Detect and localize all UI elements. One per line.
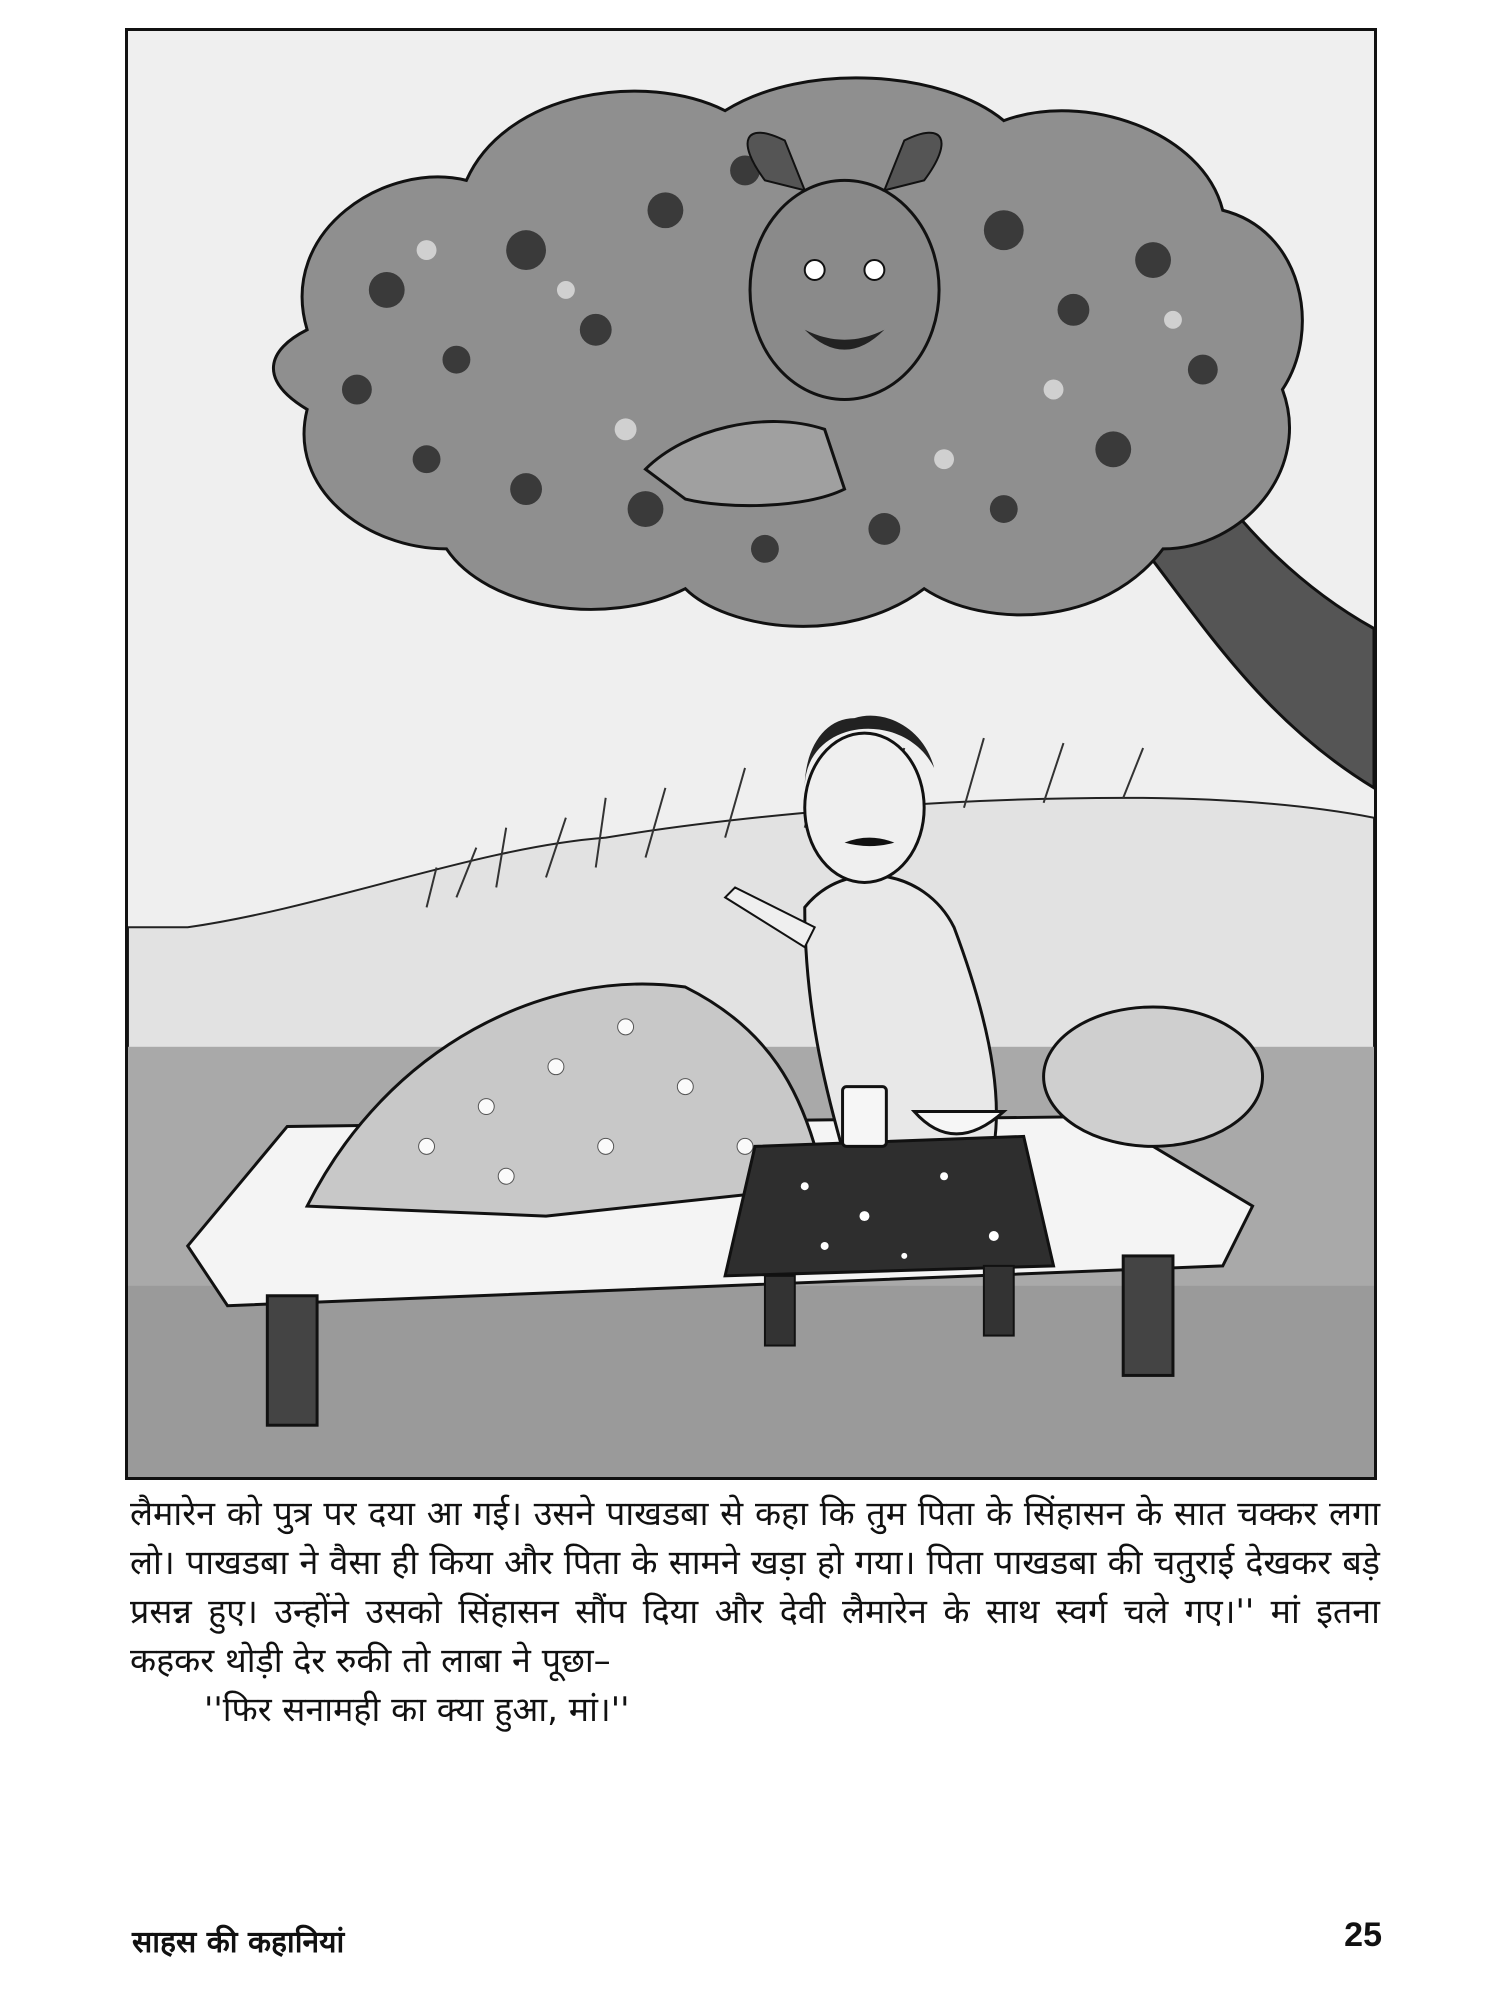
story-quote: ''फिर सनामही का क्या हुआ, मां।'' [204,1690,630,1730]
story-illustration [125,28,1377,1480]
story-text [130,1490,1380,1735]
story-paragraph: लैमारेन को पुत्र पर दया आ गई। उसने पाखडबा से कहा कि तुम पिता के सिंहासन के सात चक्कर लगा लो। पाखडबा ने वैसा ही किया और पिता के सामने खड़ा हो गया। पिता पाखडबा की चतुराई देखकर बड़े प्रसन्न हुए। उन्होंने उसको सिंहासन सौंप दिया और देवी लैमारेन के साथ स्वर्ग चले गए।'' मां इतना कहकर थोड़ी देर रुकी तो लाबा ने पूछा– [130,1494,1380,1681]
demon-in-tree-and-man-on-cot-illustration [128,31,1374,1477]
page-number: 25 [1344,1916,1382,1954]
book-title: साहस की कहानियां [132,1925,345,1960]
